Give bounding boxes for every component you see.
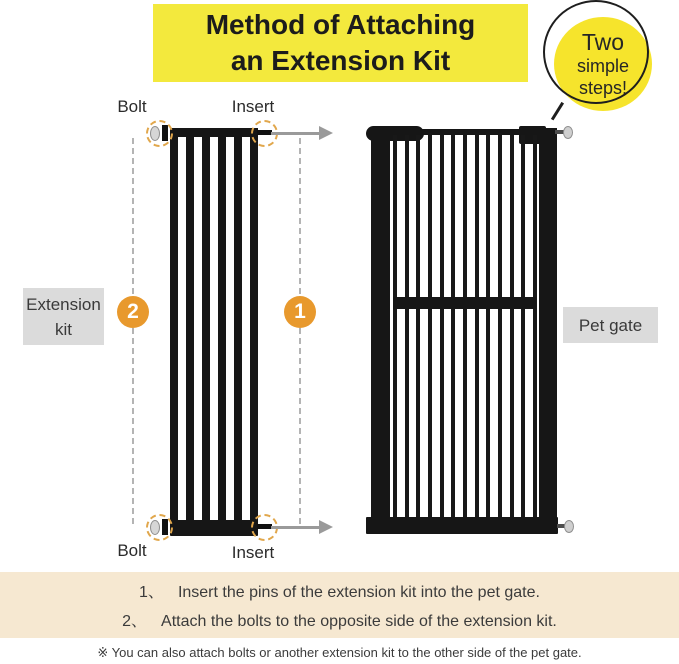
pet-gate-crossbar — [393, 297, 536, 309]
label-insert-top: Insert — [231, 97, 275, 116]
pet-gate-bottom-rail — [366, 517, 558, 534]
extension-kit-bar — [186, 136, 194, 521]
pet-gate-bolt-knob-bottom — [564, 520, 574, 533]
label-insert-bottom: Insert — [231, 543, 275, 562]
pet-gate-bar — [463, 135, 467, 517]
pet-gate-bar — [405, 135, 409, 517]
pet-gate-bar — [498, 135, 502, 517]
pet-gate-bar — [521, 135, 525, 517]
bolt-highlight-circle-bottom — [146, 514, 173, 541]
pet-gate-bar — [475, 135, 479, 517]
title-line-1: Method of Attaching — [205, 9, 476, 40]
instruction-step-1-text: Insert the pins of the extension kit into the pet gate. — [177, 584, 540, 601]
extension-kit-bars — [170, 136, 258, 521]
pet-gate-bar — [428, 135, 432, 517]
instructions-panel — [0, 572, 679, 638]
pet-gate-bar — [440, 135, 444, 517]
extension-kit-label — [23, 288, 104, 345]
badge-line-1: Two — [581, 29, 625, 55]
guide-line-right — [299, 138, 301, 524]
extension-kit-label-line2: kit — [55, 319, 72, 339]
extension-kit-label-line1: Extension — [26, 294, 101, 314]
badge-line-2: simple — [576, 56, 629, 76]
pet-gate-bar — [393, 135, 397, 517]
arrow-right-icon-bottom — [319, 520, 333, 534]
pet-gate-label-text: Pet gate — [578, 315, 643, 335]
pet-gate-left-post — [371, 129, 390, 530]
pet-gate-bar — [533, 135, 537, 517]
title-banner — [153, 4, 528, 82]
pet-gate-bars — [393, 135, 537, 517]
pet-gate-right-post — [539, 128, 557, 530]
step-badge-2: 2 — [117, 296, 149, 328]
arrow-right-icon-top — [319, 126, 333, 140]
extension-kit-bar — [234, 136, 242, 521]
extension-kit-bottom-rail — [170, 520, 258, 536]
label-bolt-top: Bolt — [117, 97, 147, 116]
pet-gate-bar — [416, 135, 420, 517]
extension-kit-bar — [218, 136, 226, 521]
extension-kit-bar — [170, 136, 178, 521]
instruction-step-2-number: 2、 — [122, 613, 148, 630]
badge-line-3: steps! — [578, 78, 628, 98]
extension-kit-bar — [202, 136, 210, 521]
instruction-step-1-number: 1、 — [139, 584, 164, 601]
two-steps-badge-text — [554, 17, 652, 111]
pet-gate-label — [563, 307, 658, 343]
pet-gate-bar — [486, 135, 490, 517]
title-line-2: an Extension Kit — [230, 45, 451, 76]
footnote: ※ You can also attach bolts or another extension kit to the other side of the pet gate. — [97, 645, 582, 660]
extension-kit-bar — [250, 136, 258, 521]
instruction-step-1 — [0, 579, 679, 602]
pet-gate-bolt-knob-top — [563, 126, 573, 139]
instruction-step-2 — [0, 608, 679, 631]
pet-gate-bar — [510, 135, 514, 517]
pet-gate-bar — [451, 135, 455, 517]
label-bolt-bottom: Bolt — [117, 541, 147, 560]
guide-line-left — [132, 138, 134, 524]
arrow-right-shaft-bottom — [271, 526, 319, 529]
bolt-highlight-circle-top — [146, 120, 173, 147]
arrow-right-shaft-top — [271, 132, 319, 135]
step-badge-1: 1 — [284, 296, 316, 328]
instruction-step-2-text: Attach the bolts to the opposite side of the extension kit. — [161, 613, 557, 630]
